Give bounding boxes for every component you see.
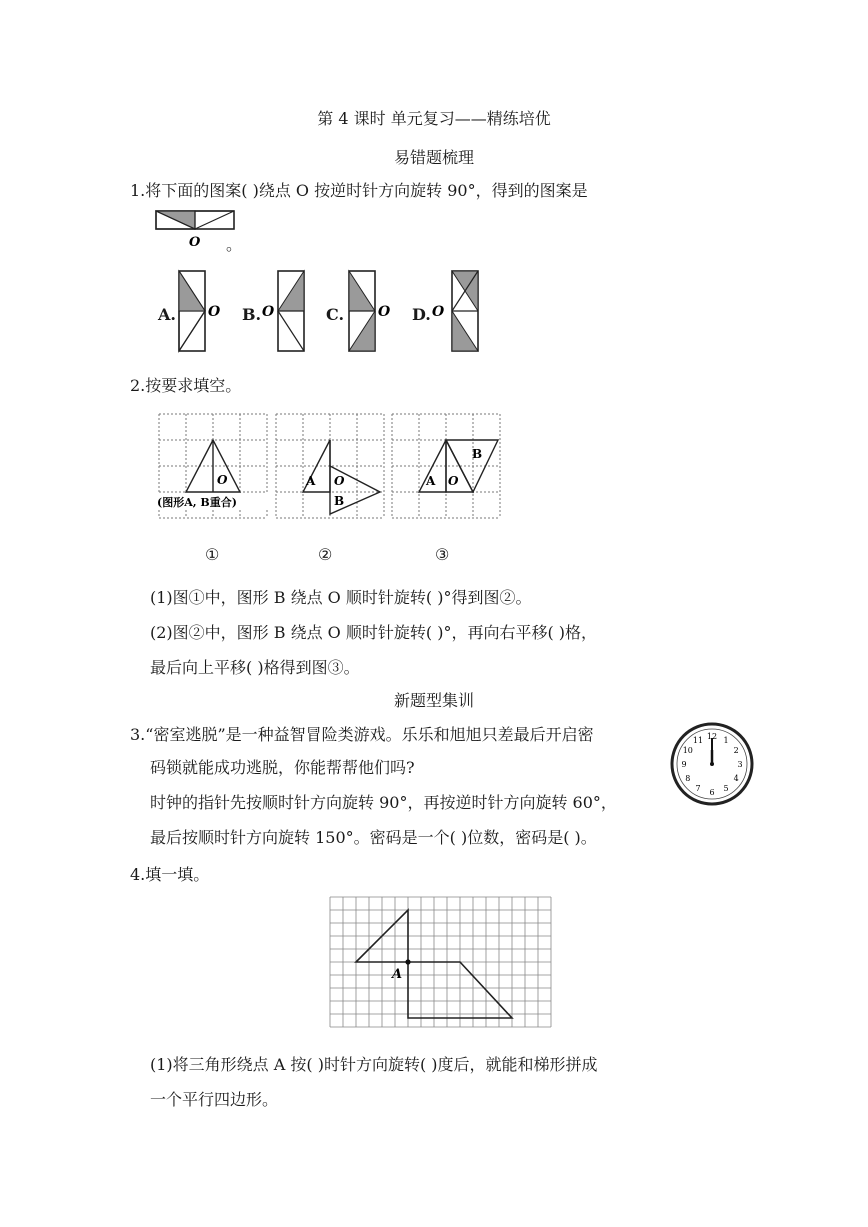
q2-caption-1: ① bbox=[205, 545, 220, 564]
q1-option-c-label[interactable]: C. bbox=[326, 305, 345, 324]
q1-option-d-point: O bbox=[432, 304, 445, 320]
q2-grid1-note: (图形A, B重合) bbox=[157, 496, 237, 509]
q2-sub2b: 最后向上平移( )格得到图③。 bbox=[150, 658, 360, 677]
clock-number: 11 bbox=[692, 735, 704, 745]
q2-caption-2: ② bbox=[318, 545, 333, 564]
q2-sub2: (2)图②中，图形 B 绕点 O 顺时针旋转( )°，再向右平移( )格， bbox=[150, 623, 598, 642]
clock-number: 12 bbox=[706, 732, 718, 741]
q2-grid3-point-o: O bbox=[448, 474, 459, 488]
q2-grid-3 bbox=[388, 410, 506, 540]
q1-option-a-figure[interactable] bbox=[175, 268, 225, 354]
q1-tail: 。 bbox=[226, 235, 243, 254]
q2-grid1-point-o: O bbox=[217, 473, 228, 487]
clock-number: 3 bbox=[737, 760, 743, 769]
clock-number: 5 bbox=[723, 784, 729, 794]
q1-option-c-point: O bbox=[378, 304, 391, 320]
clock-number: 4 bbox=[733, 774, 739, 783]
q1-option-a-label[interactable]: A. bbox=[158, 305, 176, 324]
q2-grid3-label-a: A bbox=[426, 474, 436, 488]
q1-option-a-point: O bbox=[208, 304, 221, 320]
q4-point-a: A bbox=[392, 967, 403, 982]
q2-grid2-point-o: O bbox=[334, 474, 345, 488]
q2-grid-2 bbox=[272, 410, 390, 540]
q3-line2: 码锁就能成功逃脱，你能帮帮他们吗? bbox=[150, 758, 415, 777]
section-heading-errors: 易错题梳理 bbox=[393, 148, 474, 167]
q1-option-b-label[interactable]: B. bbox=[242, 305, 262, 324]
clock-icon bbox=[668, 720, 756, 808]
clock-number: 2 bbox=[733, 746, 739, 755]
q1-option-b-point: O bbox=[262, 304, 275, 320]
q4-grid-figure bbox=[320, 890, 556, 1040]
q4-sub1a: (1)将三角形绕点 A 按( )时针方向旋转( )度后，就能和梯形拼成 bbox=[150, 1055, 598, 1074]
q2-grid3-label-b: B bbox=[472, 447, 483, 461]
q1-option-d-label[interactable]: D. bbox=[412, 305, 431, 324]
q2-sub1: (1)图①中，图形 B 绕点 O 顺时针旋转( )°得到图②。 bbox=[150, 588, 532, 607]
clock-number: 8 bbox=[685, 774, 691, 783]
q4-sub1b: 一个平行四边形。 bbox=[150, 1090, 279, 1109]
q4-text: 4.填一填。 bbox=[130, 865, 210, 884]
q2-grid2-label-b: B bbox=[334, 494, 345, 508]
q1-option-c-figure[interactable] bbox=[345, 268, 395, 354]
q2-caption-3: ③ bbox=[435, 545, 450, 564]
clock-number: 1 bbox=[723, 735, 729, 745]
q3-line4: 最后按顺时针方向旋转 150°。密码是一个( )位数，密码是( )。 bbox=[150, 828, 597, 847]
q2-text: 2.按要求填空。 bbox=[130, 376, 242, 395]
section-heading-new: 新题型集训 bbox=[393, 691, 474, 710]
clock-number: 6 bbox=[709, 788, 715, 797]
q3-line1: 3.“密室逃脱”是一种益智冒险类游戏。乐乐和旭旭只差最后开启密 bbox=[130, 725, 594, 744]
q1-original-pattern bbox=[150, 208, 270, 250]
page-title: 第 4 课时 单元复习——精练培优 bbox=[317, 109, 551, 128]
q2-grid2-label-a: A bbox=[306, 474, 316, 488]
clock-number: 9 bbox=[681, 760, 687, 769]
q1-option-d-figure[interactable] bbox=[430, 268, 480, 354]
q3-line3: 时钟的指针先按顺时针方向旋转 90°，再按逆时针方向旋转 60°， bbox=[150, 793, 617, 812]
clock-number: 7 bbox=[695, 784, 701, 794]
q2-grid-1 bbox=[155, 410, 273, 540]
clock-number: 10 bbox=[682, 746, 693, 755]
q1-point-o: O bbox=[189, 235, 201, 250]
q1-text: 1.将下面的图案( )绕点 O 按逆时针方向旋转 90°，得到的图案是 bbox=[130, 181, 588, 200]
q1-option-b-figure[interactable] bbox=[260, 268, 310, 354]
